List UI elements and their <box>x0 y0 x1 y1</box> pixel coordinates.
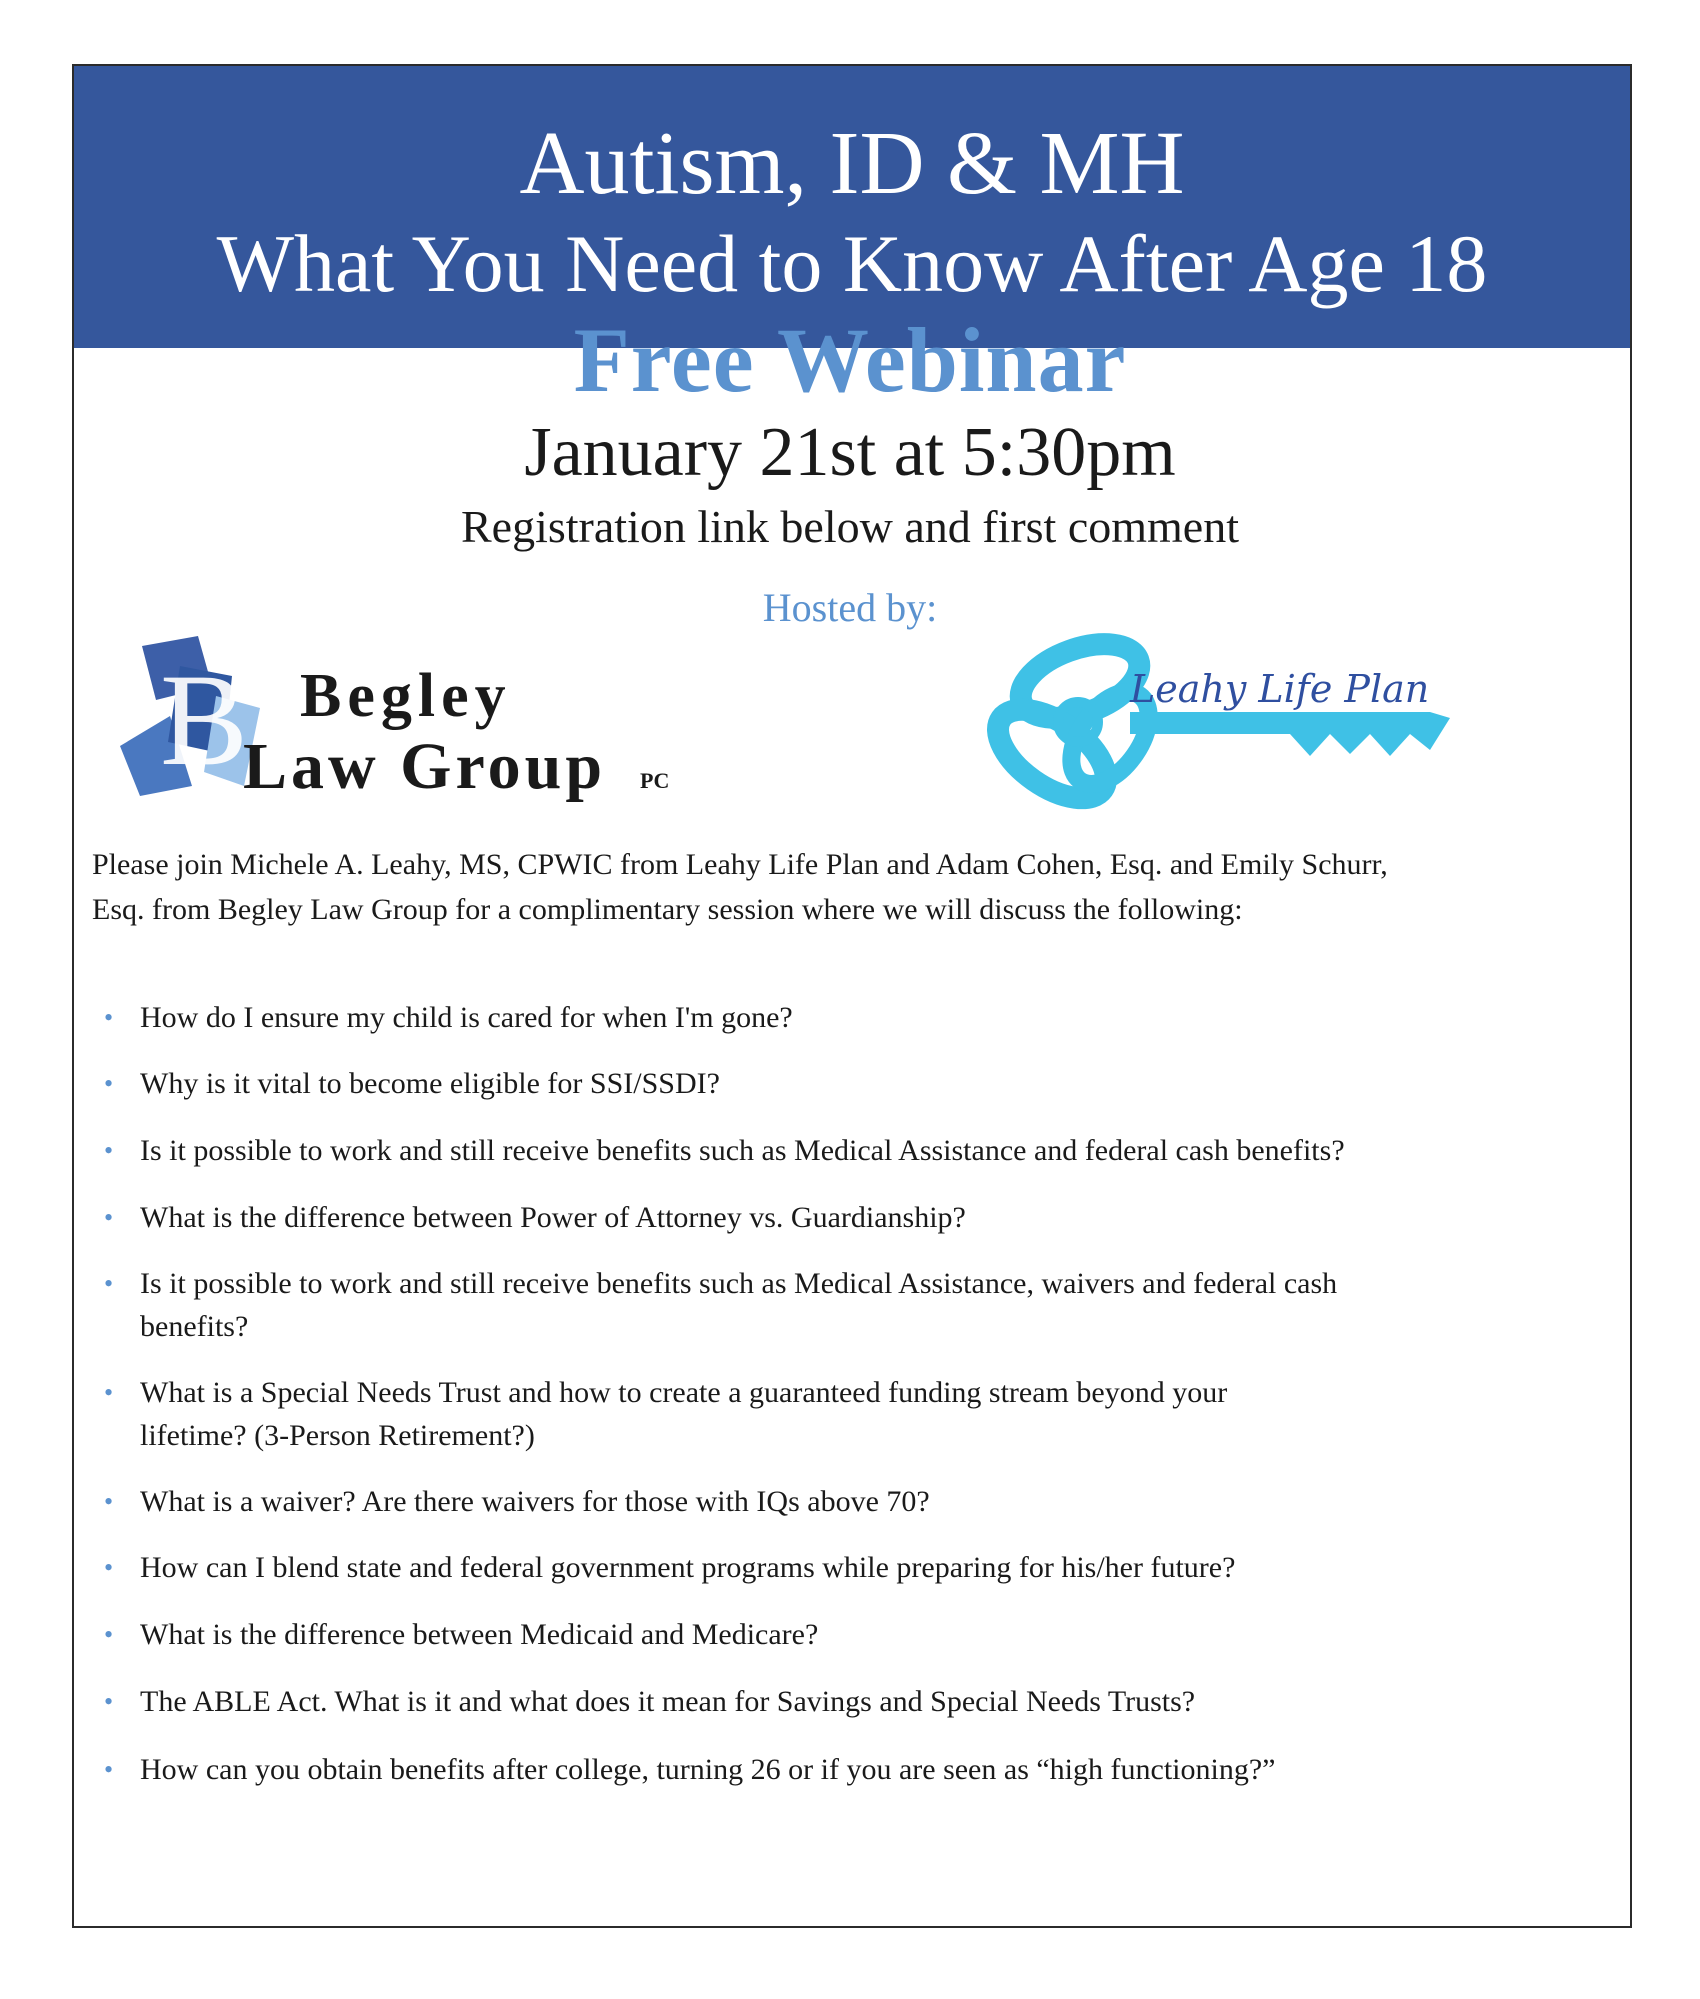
question-text: How can you obtain benefits after college, turning 26 or if you are seen as “high functioning?” <box>140 1753 1276 1786</box>
begley-line-1: Begley <box>300 662 512 730</box>
question-text: How can I blend state and federal government programs while preparing for his/her future? <box>140 1551 1236 1584</box>
question-text: What is the difference between Power of Attorney vs. Guardianship? <box>140 1201 966 1234</box>
bullet-icon: • <box>104 1003 114 1032</box>
intro-paragraph: Please join Michele A. Leahy, MS, CPWIC from Leahy Life Plan and Adam Cohen, Esq. and Emily Schurr, Esq. from Begley Law Group for a complimentary session where we will discuss the following: <box>92 848 1388 926</box>
hosted-by-label: Hosted by: <box>762 585 938 630</box>
question-text: The ABLE Act. What is it and what does it mean for Savings and Special Needs Trusts? <box>140 1685 1196 1718</box>
title-line-1: Autism, ID & MH <box>519 114 1185 213</box>
question-text: What is a waiver? Are there waivers for those with IQs above 70? <box>140 1485 930 1518</box>
registration-note: Registration link below and first comment <box>460 501 1240 552</box>
list-item <box>92 1262 1372 1348</box>
list-item <box>92 1129 1532 1172</box>
question-text: What is the difference between Medicaid and Medicare? <box>140 1618 819 1651</box>
leahy-life-plan-logo <box>960 626 1500 816</box>
question-text: Is it possible to work and still receive benefits such as Medical Assistance, waivers and federal cash benefits? <box>140 1267 1338 1343</box>
question-text: Why is it vital to become eligible for SSI/SSDI? <box>140 1067 720 1100</box>
leahy-name: Leahy Life Plan <box>1130 667 1430 711</box>
bullet-icon: • <box>104 1203 114 1232</box>
title-line-2: What You Need to Know After Age 18 <box>216 218 1488 309</box>
bullet-icon: • <box>104 1755 114 1784</box>
webinar-headline: Free Webinar <box>573 309 1127 411</box>
bullet-icon: • <box>104 1553 114 1582</box>
begley-law-group-logo <box>120 636 680 806</box>
question-text: What is a Special Needs Trust and how to create a guaranteed funding stream beyond your lifetime? (3-Person Retirement?) <box>140 1376 1228 1452</box>
svg-text:B: B <box>160 646 249 793</box>
list-item <box>92 1613 1532 1656</box>
bullet-icon: • <box>104 1069 114 1098</box>
list-item <box>92 1480 1532 1523</box>
list-item <box>92 1371 1292 1457</box>
bullet-icon: • <box>104 1269 114 1298</box>
bullet-icon: • <box>104 1487 114 1516</box>
bullet-icon: • <box>104 1378 114 1407</box>
list-item <box>92 1196 1532 1239</box>
bullet-icon: • <box>104 1620 114 1649</box>
list-item <box>92 1062 1532 1105</box>
list-item <box>92 1748 1532 1791</box>
list-item <box>92 996 1532 1039</box>
list-item <box>92 1680 1532 1723</box>
bullet-icon: • <box>104 1687 114 1716</box>
begley-b-mark-icon <box>120 636 260 796</box>
begley-line-2: Law Group <box>243 730 607 803</box>
question-text: How do I ensure my child is cared for when I'm gone? <box>140 1001 793 1034</box>
key-blade-icon <box>1130 712 1450 756</box>
begley-suffix: PC <box>640 768 670 793</box>
question-text: Is it possible to work and still receive benefits such as Medical Assistance and federal cash benefits? <box>140 1134 1345 1167</box>
list-item <box>92 1546 1532 1589</box>
webinar-date: January 21st at 5:30pm <box>524 414 1176 491</box>
bullet-icon: • <box>104 1136 114 1165</box>
